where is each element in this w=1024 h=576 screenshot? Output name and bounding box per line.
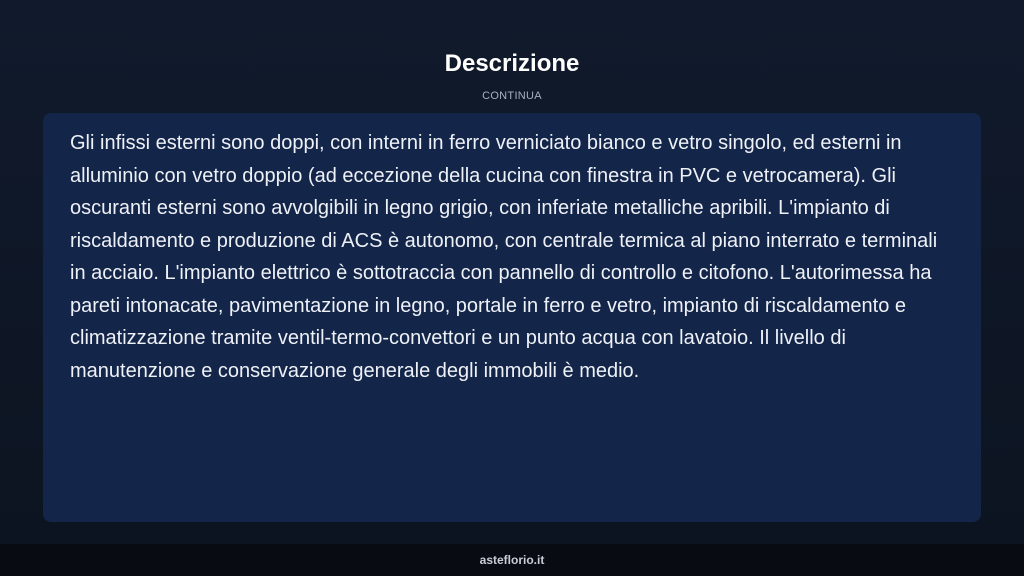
description-text: Gli infissi esterni sono doppi, con interni in ferro verniciato bianco e vetro singolo, ed esterni in alluminio con vetro doppio (ad eccezione della cucina con finestra in PVC e vetrocamera). Gli oscuranti esterni sono avvolgibili in legno grigio, con inferiate metalliche apribili. L'impianto di riscaldamento e produzione di ACS è autonomo, con centrale termica al piano interrato e terminali in acciaio. L'impianto elettrico è sottotraccia con pannello di controllo e citofono. L'autorimessa ha pareti intonacate, pavimentazione in legno, portale in ferro e vetro, impianto di riscaldamento e climatizzazione tramite ventil-termo-convettori e un punto acqua con lavatoio. Il livello di manutenzione e conservazione generale degli immobili è medio. <box>70 132 938 382</box>
footer <box>0 544 1024 576</box>
footer-site-label: asteflorio.it <box>479 553 545 567</box>
header <box>0 49 1024 103</box>
page-subtitle: CONTINUA <box>482 90 542 102</box>
description-card <box>43 113 981 522</box>
page-title: Descrizione <box>444 50 580 77</box>
